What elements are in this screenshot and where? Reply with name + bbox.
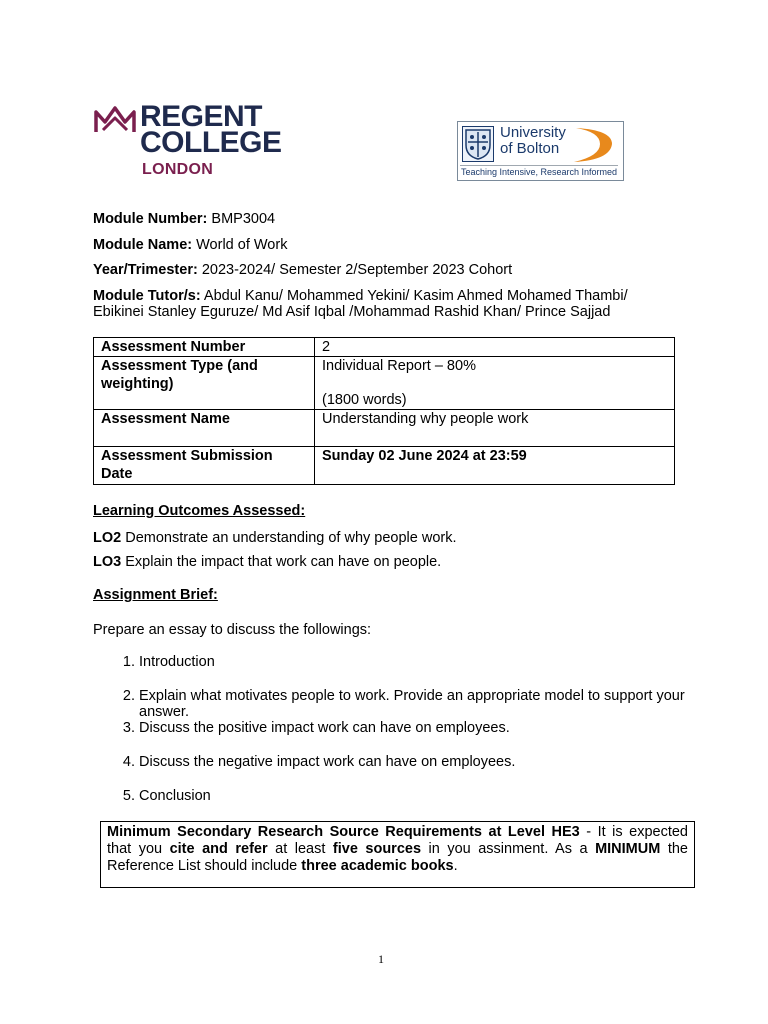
tutors-line: Module Tutor/s: Abdul Kanu/ Mohammed Yekini/ Kasim Ahmed Mohamed Thambi/ [93, 288, 628, 304]
crown-icon [93, 104, 137, 138]
assessment-type-label: Assessment Type (and weighting) [94, 357, 315, 410]
regent-logo-line1: REGENT [140, 100, 263, 133]
source-requirements-box: Minimum Secondary Research Source Requirements at Level HE3 - It is expected that you cite and refer at least five sources in you assinment. As a MINIMUM the Reference List should include three academic books. [100, 821, 695, 888]
tutors-line-2: Ebikinei Stanley Eguruze/ Md Asif Iqbal /Mohammad Rashid Khan/ Prince Sajjad [93, 304, 611, 320]
list-item: 5. Conclusion [139, 788, 699, 804]
regent-college-logo [93, 100, 282, 182]
bolton-tagline: Teaching Intensive, Research Informed [460, 167, 618, 177]
submission-date-value: Sunday 02 June 2024 at 23:59 [315, 447, 675, 485]
list-item: 1. Introduction [139, 654, 699, 670]
assessment-number-value: 2 [315, 338, 675, 357]
crest-icon [462, 126, 494, 162]
table-row [94, 338, 675, 357]
assessment-type-value: Individual Report – 80% (1800 words) [315, 357, 675, 410]
brief-list [93, 654, 699, 804]
list-item: 2. Explain what motivates people to work. Provide an appropriate model to support your answer. [139, 688, 699, 720]
lo2-line: LO2 Demonstrate an understanding of why people work. [93, 530, 457, 546]
assessment-name-label: Assessment Name [94, 410, 315, 447]
lo3-line: LO3 Explain the impact that work can have on people. [93, 554, 442, 570]
table-row [94, 410, 675, 447]
year-line: Year/Trimester: 2023-2024/ Semester 2/September 2023 Cohort [93, 262, 513, 278]
assessment-name-value: Understanding why people work [315, 410, 675, 447]
assignment-brief-heading: Assignment Brief: [93, 587, 218, 603]
module-number-line: Module Number: BMP3004 [93, 211, 276, 227]
assessment-number-label: Assessment Number [94, 338, 315, 357]
table-row [94, 447, 675, 485]
page-number: 1 [378, 952, 384, 966]
brief-intro: Prepare an essay to discuss the followings: [93, 622, 372, 638]
regent-logo-line3: LONDON [142, 161, 214, 178]
regent-logo-line2: COLLEGE [140, 126, 282, 159]
university-of-bolton-logo [457, 121, 624, 181]
swoosh-icon [570, 126, 618, 164]
assessment-table [93, 337, 675, 485]
module-name-line: Module Name: World of Work [93, 237, 288, 253]
submission-date-label: Assessment Submission Date [94, 447, 315, 485]
learning-outcomes-heading: Learning Outcomes Assessed: [93, 503, 306, 519]
list-item: 4. Discuss the negative impact work can have on employees. [139, 754, 699, 770]
list-item: 3. Discuss the positive impact work can have on employees. [139, 720, 699, 736]
bolton-name: University of Bolton [500, 124, 566, 157]
table-row [94, 357, 675, 410]
